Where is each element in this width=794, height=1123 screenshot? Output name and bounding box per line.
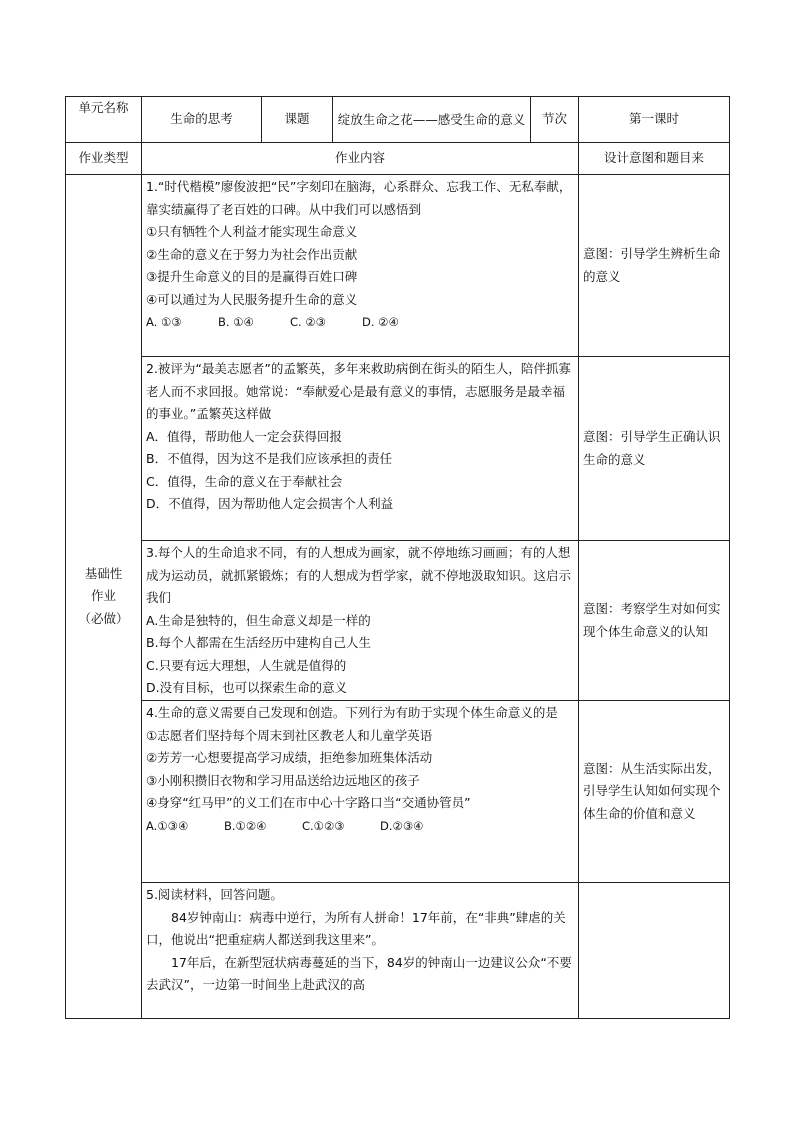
question-4-item: ①志愿者们坚持每个周末到社区教老人和儿童学英语 bbox=[146, 727, 433, 743]
question-1-item: ①只有牺牲个人利益才能实现生命意义 bbox=[146, 224, 358, 239]
question-4-stem: 4.生命的意义需要自己发现和创造。下列行为有助于实现个体生命意义的是 bbox=[146, 705, 558, 720]
category-line-1: 基础性 bbox=[84, 565, 123, 581]
question-2-option: D．不值得，因为帮助他人定会损害个人利益 bbox=[146, 496, 394, 511]
question-3-stem: 3.每个人的生命追求不同，有的人想成为画家，就不停地练习画画；有的人想成为运动员，就抓紧锻炼；有的人想成为哲学家，就不停地汲取知识。这启示我们 bbox=[146, 545, 572, 605]
period-value: 第一课时 bbox=[579, 97, 730, 143]
question-3-content bbox=[142, 541, 579, 701]
question-3-option: C.只要有远大理想，人生就是值得的 bbox=[146, 657, 347, 673]
category-line-3: （必做） bbox=[78, 610, 129, 626]
question-5-text-clip bbox=[146, 884, 574, 1018]
question-1-stem: 1.“时代楷模”廖俊波把“民”字刻印在脑海，心系群众、忘我工作、无私奉献，靠实绩赢得了老百姓的口碑。从中我们可以感悟到 bbox=[146, 179, 572, 217]
question-1-intent: 意图：引导学生辨析生命的意义 bbox=[579, 175, 730, 357]
question-5-intent bbox=[579, 883, 730, 1019]
question-1-item: ③提升生命意义的目的是赢得百姓口碑 bbox=[146, 269, 358, 284]
question-4-item: ②芳芳一心想要提高学习成绩，拒绝参加班集体活动 bbox=[146, 750, 433, 765]
period-label: 节次 bbox=[531, 97, 579, 143]
option-a: A. ①③ bbox=[146, 315, 182, 329]
question-2-intent: 意图：引导学生正确认识生命的意义 bbox=[579, 357, 730, 541]
lesson-value: 绽放生命之花——感受生命的意义 bbox=[333, 97, 531, 143]
option-b: B.①②④ bbox=[224, 818, 267, 833]
question-row-3 bbox=[66, 541, 730, 701]
lesson-label: 课题 bbox=[262, 97, 333, 143]
question-4-intent: 意图：从生活实际出发，引导学生认知如何实现个体生命的价值和意义 bbox=[579, 701, 730, 883]
question-4-item: ④身穿“红马甲”的义工们在市中心十字路口当“交通协管员” bbox=[146, 795, 471, 810]
type-column-header: 作业类型 bbox=[66, 143, 142, 175]
question-5-paragraph: 84岁钟南山：病毒中逆行，为所有人拼命！17年前，在“非典”肆虐的关口，他说出“把重症病人都送到我这里来”。 bbox=[146, 909, 566, 947]
content-column-header: 作业内容 bbox=[142, 143, 579, 175]
question-row-4 bbox=[66, 701, 730, 883]
question-4-item: ③小刚积攒旧衣物和学习用品送给边远地区的孩子 bbox=[146, 772, 420, 788]
option-c: C. ②③ bbox=[290, 315, 326, 329]
question-2-stem: 2.被评为“最美志愿者”的孟繁英，多年来救助病倒在街头的陌生人，陪伴抓寡老人而不求回报。她常说：“奉献爱心是最有意义的事情，志愿服务是最幸福的事业。”孟繁英这样做 bbox=[146, 361, 571, 421]
unit-value: 生命的思考 bbox=[142, 97, 262, 143]
question-3-option: A.生命是独特的，但生命意义却是一样的 bbox=[146, 612, 371, 628]
question-row-5 bbox=[66, 883, 730, 1019]
design-column-header: 设计意图和题目来 bbox=[579, 143, 730, 175]
question-2-option: B．不值得，因为这不是我们应该承担的责任 bbox=[146, 451, 393, 466]
option-d: D. ②④ bbox=[362, 315, 399, 329]
option-a: A.①③④ bbox=[146, 818, 189, 833]
question-5-paragraph: 17年后，在新型冠状病毒蔓延的当下，84岁的钟南山一边建议公众“不要去武汉”，一边第一时间坐上赴武汉的高 bbox=[146, 954, 572, 992]
question-row-2 bbox=[66, 357, 730, 541]
option-c: C.①②③ bbox=[302, 818, 345, 833]
unit-label: 单元名称 bbox=[66, 97, 142, 143]
option-d: D.②③④ bbox=[380, 818, 424, 833]
question-4-options bbox=[146, 815, 574, 838]
question-4-content bbox=[142, 701, 579, 883]
question-1-options bbox=[146, 311, 574, 334]
column-header-row bbox=[66, 143, 730, 175]
question-3-option: D.没有目标，也可以探索生命的意义 bbox=[146, 680, 348, 695]
homework-table bbox=[65, 96, 730, 1019]
category-cell bbox=[66, 175, 142, 1019]
question-1-content bbox=[142, 175, 579, 357]
question-5-content bbox=[142, 883, 579, 1019]
header-row bbox=[66, 97, 730, 143]
question-3-intent: 意图：考察学生对如何实现个体生命意义的认知 bbox=[579, 541, 730, 701]
homework-sheet bbox=[65, 96, 729, 1019]
question-1-item: ④可以通过为人民服务提升生命的意义 bbox=[146, 291, 358, 307]
question-2-option: A．值得，帮助他人一定会获得回报 bbox=[146, 428, 343, 444]
question-5-stem: 5.阅读材料，回答问题。 bbox=[146, 887, 283, 902]
question-2-option: C．值得，生命的意义在于奉献社会 bbox=[146, 473, 343, 489]
question-row-1 bbox=[66, 175, 730, 357]
question-1-item: ②生命的意义在于努力为社会作出贡献 bbox=[146, 246, 358, 262]
question-2-content bbox=[142, 357, 579, 541]
option-b: B. ①④ bbox=[218, 315, 254, 329]
category-line-2: 作业 bbox=[90, 588, 116, 604]
question-3-option: B.每个人都需在生活经历中建构自己人生 bbox=[146, 635, 372, 650]
